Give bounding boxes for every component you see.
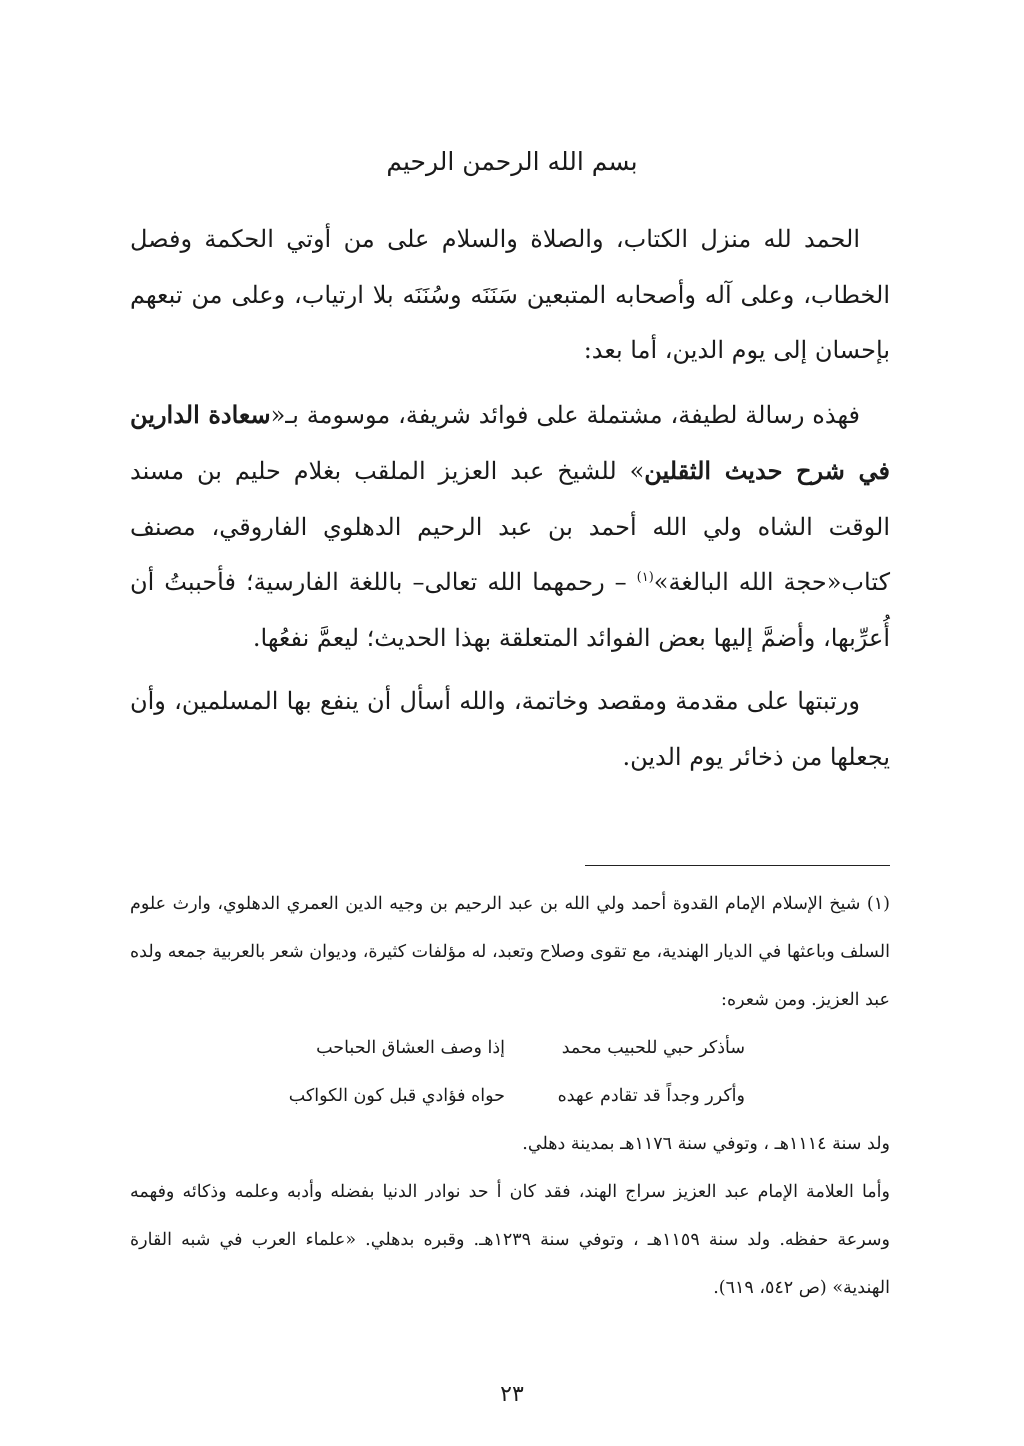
page-number: ٢٣ bbox=[500, 1382, 524, 1407]
footnote-birth-death: ولد سنة ١١١٤هـ ، وتوفي سنة ١١٧٦هـ بمدينة دهلي. bbox=[522, 1134, 890, 1154]
footnote-separator bbox=[585, 865, 890, 866]
basmala-heading: بسم الله الرحمن الرحيم bbox=[386, 147, 638, 176]
footnote-abdulaziz: وأما العلامة الإمام عبد العزيز سراج الهند، فقد كان أ حد نوادر الدنيا بفضله وأدبه وعلمه وذكائه وفهمه وسرعة حفظه. ولد سنة ١١٥٩هـ ، وتوفي سنة ١٢٣٩هـ. وقبره بدهلي. «علماء العرب في شبه القارة الهندية» (ص ٥٤٢، ٦١٩). bbox=[130, 1182, 890, 1298]
poem-verse bbox=[130, 1072, 890, 1120]
paragraph-text: – رحمهما الله تعالى– باللغة الفارسية؛ فأحببتُ أن أُعرِّبها، وأضمَّ إليها بعض الفوائد المتعلقة بهذا الحديث؛ ليعمَّ نفعُها. bbox=[130, 568, 890, 652]
verse-first-hemistich: وأكرر وجداً قد تقادم عهده bbox=[557, 1086, 745, 1106]
paragraph-text: فهذه رسالة لطيفة، مشتملة على فوائد شريفة، موسومة بـ« bbox=[270, 400, 860, 429]
verse-first-hemistich: سأذكر حبي للحبيب محمد bbox=[561, 1038, 745, 1058]
footnote-1: (١) شيخ الإسلام الإمام القدوة أحمد ولي الله بن عبد الرحيم بن وجيه الدين العمري الدهلوي، وارث علوم السلف وباعثها في الديار الهندية، مع تقوى وصلاح وتعبد، له مؤلفات كثيرة، وديوان شعر بالعربية جمعه ولده عبد العزيز. ومن شعره: bbox=[130, 894, 890, 1010]
verse-second-hemistich: حواه فؤادي قبل كون الكواكب bbox=[288, 1086, 505, 1106]
main-text bbox=[130, 212, 890, 793]
verse-second-hemistich: إذا وصف العشاق الحباحب bbox=[316, 1038, 505, 1058]
paragraph-intro: الحمد لله منزل الكتاب، والصلاة والسلام على من أوتي الحكمة وفصل الخطاب، وعلى آله وأصحابه المتبعين سَنَنَه وسُنَنَه بلا ارتياب، وعلى من تبعهم بإحسان إلى يوم الدين، أما بعد: bbox=[130, 225, 891, 364]
footnotes bbox=[130, 880, 890, 1312]
paragraph-structure: ورتبتها على مقدمة ومقصد وخاتمة، والله أسأل أن ينفع بها المسلمين، وأن يجعلها من ذخائر يوم الدين. bbox=[130, 687, 890, 771]
paragraph-text: » للشيخ عبد العزيز الملقب بغلام حليم بن مسند الوقت الشاه ولي الله أحمد بن عبد الرحيم الدهلوي الفاروقي، مصنف كتاب«حجة الله البالغة» bbox=[130, 457, 890, 596]
poem-verse bbox=[130, 1024, 890, 1072]
footnote-reference: (١) bbox=[636, 570, 654, 585]
poem bbox=[130, 1024, 890, 1120]
book-title: سعادة الدارين في شرح حديث الثقلين bbox=[130, 399, 891, 485]
paragraph-description bbox=[130, 387, 890, 667]
